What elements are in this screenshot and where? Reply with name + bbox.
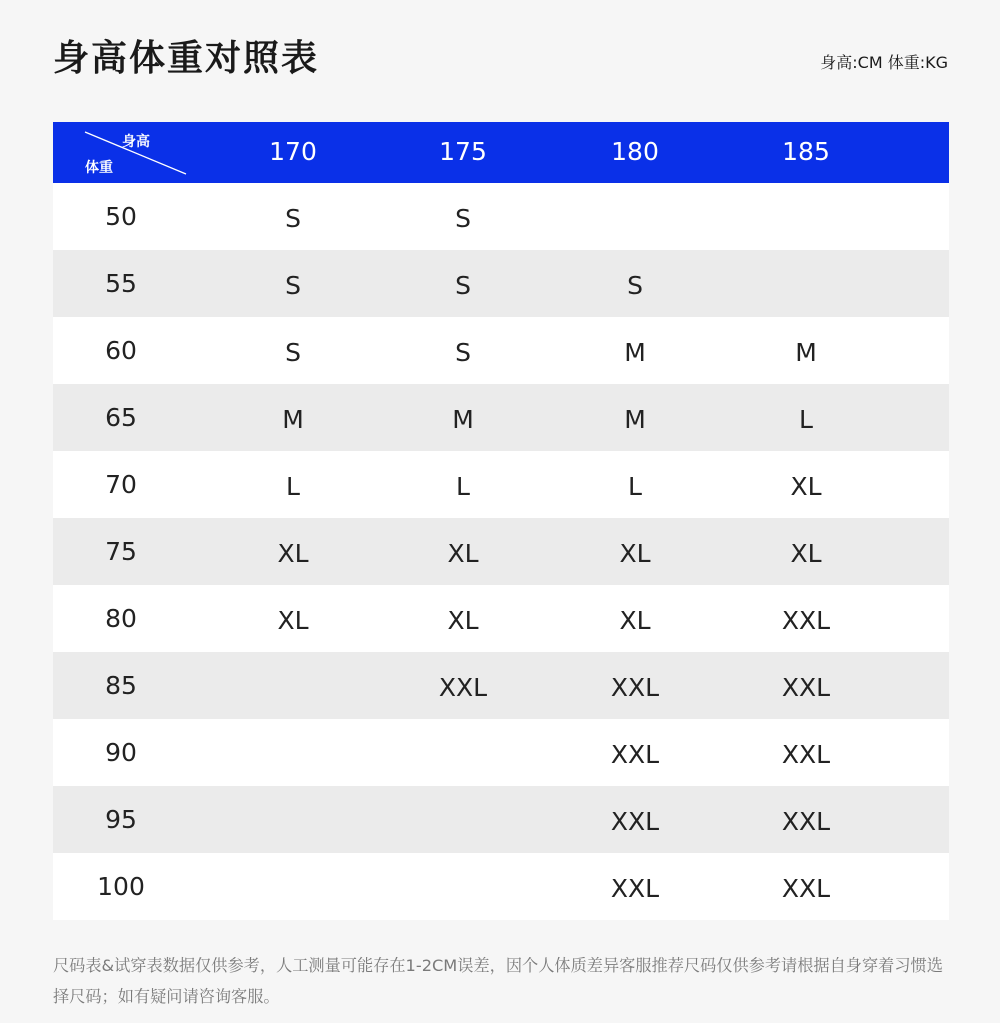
table-row	[53, 317, 949, 384]
size-cell: XXL	[781, 606, 831, 635]
header-height-label: 身高	[122, 134, 150, 150]
table-row	[53, 585, 949, 652]
header-height-170: 170	[269, 137, 317, 166]
footnote: 尺码表&试穿表数据仅供参考，人工测量可能存在1-2CM误差，因个人体质差异客服推荐尺码仅供参考请根据自身穿着习惯选择尺码；如有疑问请咨询客服。	[53, 956, 943, 1006]
size-cell: XL	[790, 472, 822, 501]
table-row	[53, 451, 949, 518]
weight-cell: 50	[105, 202, 137, 231]
table-row	[53, 384, 949, 451]
header-height-175: 175	[439, 137, 487, 166]
size-cell: XXL	[438, 673, 488, 702]
size-cell: S	[285, 338, 301, 367]
size-table	[53, 122, 949, 920]
size-cell: M	[452, 405, 474, 434]
weight-cell: 90	[105, 738, 137, 767]
size-cell: XXL	[610, 673, 660, 702]
weight-cell: 55	[105, 269, 137, 298]
weight-cell: 85	[105, 671, 137, 700]
size-cell: L	[628, 472, 642, 501]
table-row	[53, 183, 949, 250]
weight-cell: 80	[105, 604, 137, 633]
size-cell: XXL	[781, 740, 831, 769]
table-row	[53, 652, 949, 719]
weight-cell: 100	[97, 872, 145, 901]
size-cell: S	[455, 271, 471, 300]
weight-cell: 60	[105, 336, 137, 365]
size-cell: L	[456, 472, 470, 501]
weight-cell: 95	[105, 805, 137, 834]
size-cell: XXL	[781, 673, 831, 702]
size-cell: S	[285, 271, 301, 300]
page-title: 身高体重对照表	[53, 38, 320, 79]
size-cell: S	[455, 338, 471, 367]
table-row	[53, 786, 949, 853]
size-cell: L	[799, 405, 813, 434]
size-cell: M	[624, 405, 646, 434]
size-cell: XXL	[610, 807, 660, 836]
size-cell: S	[627, 271, 643, 300]
size-cell: XL	[447, 539, 479, 568]
table-row	[53, 719, 949, 786]
size-cell: XL	[277, 606, 309, 635]
size-cell: XL	[790, 539, 822, 568]
weight-cell: 70	[105, 470, 137, 499]
size-cell: M	[795, 338, 817, 367]
size-cell: M	[624, 338, 646, 367]
size-cell: XXL	[610, 874, 660, 903]
table-row	[53, 853, 949, 920]
weight-cell: 65	[105, 403, 137, 432]
size-cell: XL	[447, 606, 479, 635]
header-height-185: 185	[782, 137, 830, 166]
size-cell: XL	[619, 606, 651, 635]
table-row	[53, 518, 949, 585]
size-cell: XL	[277, 539, 309, 568]
header-weight-label: 体重	[85, 160, 113, 176]
size-cell: S	[285, 204, 301, 233]
weight-cell: 75	[105, 537, 137, 566]
size-cell: XXL	[781, 807, 831, 836]
header-height-180: 180	[611, 137, 659, 166]
size-cell: L	[286, 472, 300, 501]
size-cell: XL	[619, 539, 651, 568]
size-cell: XXL	[610, 740, 660, 769]
table-row	[53, 250, 949, 317]
unit-note: 身高:CM 体重:KG	[820, 53, 948, 72]
table-header	[53, 122, 949, 183]
size-cell: M	[282, 405, 304, 434]
size-cell: XXL	[781, 874, 831, 903]
size-cell: S	[455, 204, 471, 233]
table-body	[53, 183, 949, 920]
